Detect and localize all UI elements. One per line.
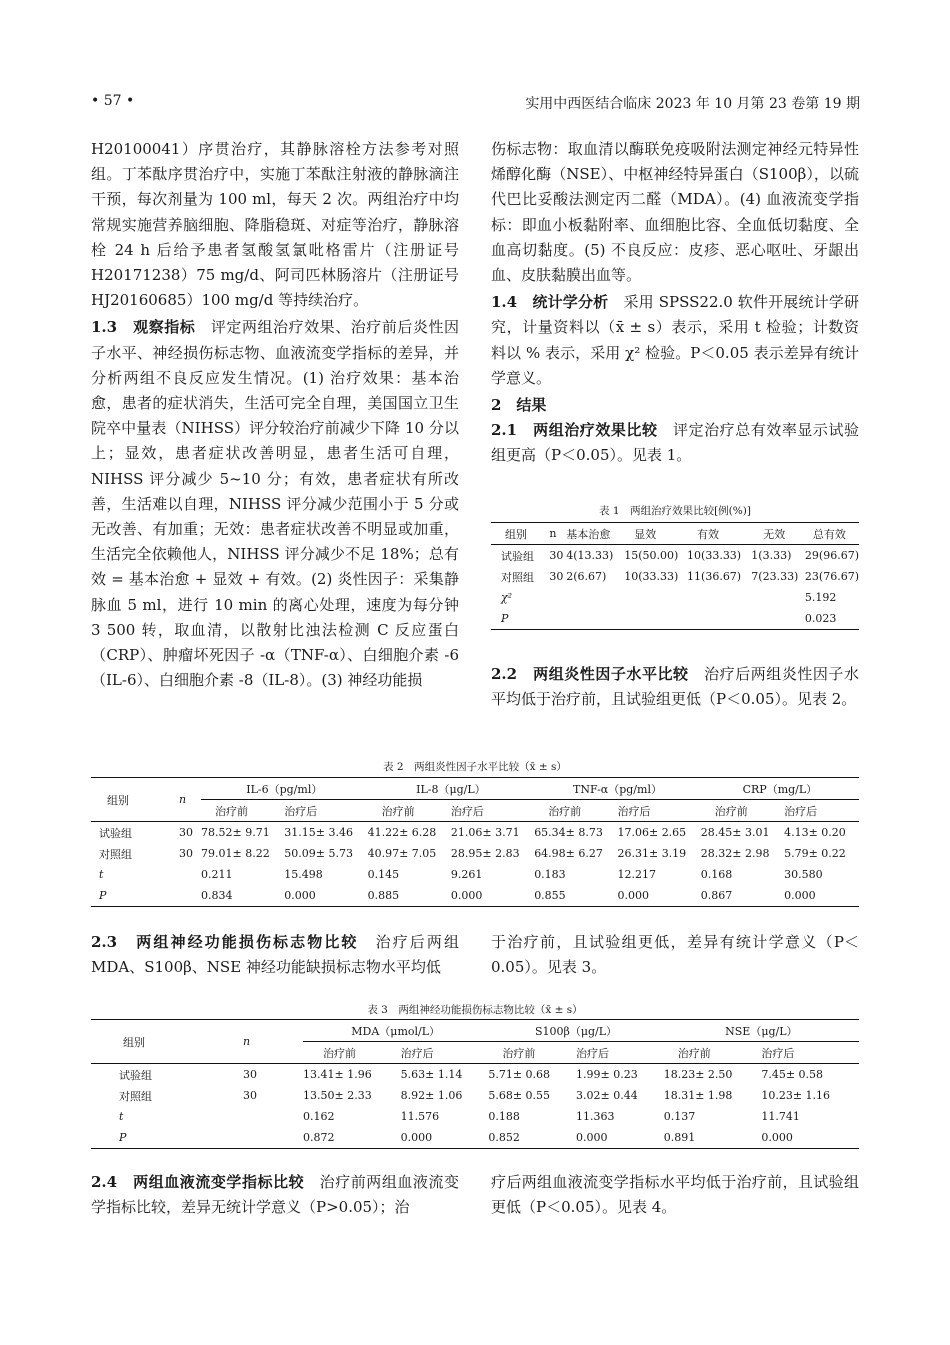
table-cell: 9.261 — [450, 868, 483, 881]
table-cell: 0.183 — [534, 868, 566, 881]
table-cell: 0.000 — [400, 1131, 433, 1144]
table-cell: 64.98± 6.27 — [534, 847, 603, 860]
section-2-3-right — [491, 930, 859, 980]
section-1-4-heading: 1.4 统计学分析 — [491, 293, 609, 312]
table-row — [491, 545, 859, 567]
table-cell: 对照组 — [99, 847, 132, 861]
table-cell: 0.000 — [784, 889, 816, 902]
table-cell: 40.97± 7.05 — [367, 847, 437, 860]
table-3-sub-header: 治疗后 — [761, 1042, 859, 1064]
table-cell: 41.22± 6.28 — [367, 826, 437, 839]
table-cell: 11.741 — [761, 1110, 800, 1123]
table-cell: 0.834 — [201, 889, 233, 902]
table-row — [91, 1127, 859, 1149]
table-cell: χ² — [501, 591, 513, 604]
table-cell: 26.31± 3.19 — [617, 847, 687, 860]
table-1-header: 组别 — [505, 527, 527, 541]
right-paragraph-1: 伤标志物：取血清以酶联免疫吸附法测定神经元特异性烯醇化酶（NSE）、中枢神经特异蛋白（S100β），以硫代巴比妥酸法测定丙二醛（MDA）。(4) 血液流变学指标：即血小板黏附率、血细胞比容、全血低切黏度、全血高切黏度。(5) 不良反应：皮疹、恶心呕吐、牙龈出血、皮肤黏膜出血等。 — [491, 140, 859, 285]
section-2-4-text: 治疗前两组血液流变学指标比较，差异无统计学意义（P>0.05）；治 — [91, 1173, 459, 1217]
table-row — [91, 864, 859, 885]
table-cell: 0.000 — [576, 1131, 608, 1144]
table-1-header: 有效 — [697, 527, 720, 541]
section-2-4-right — [491, 1170, 859, 1220]
table-2-n-header: n — [179, 778, 201, 822]
table-cell: t — [99, 868, 104, 881]
table-cell: 30 — [549, 570, 564, 583]
table-cell: 29(96.67) — [804, 549, 859, 562]
table-3 — [91, 1019, 859, 1149]
table-cell: 0.867 — [700, 889, 733, 902]
table-row — [491, 566, 859, 587]
table-cell: 0.000 — [284, 889, 316, 902]
section-2-3-text-cont: 于治疗前，且试验组更低，差异有统计学意义（P＜0.05）。见表 3。 — [491, 933, 859, 977]
table-cell: 0.023 — [804, 612, 837, 625]
table-cell: 0.872 — [303, 1131, 335, 1144]
section-2-2-heading: 2.2 两组炎性因子水平比较 — [491, 665, 689, 683]
table-cell: 50.09± 5.73 — [284, 847, 353, 860]
table-2-il8-header: IL-8（μg/L） — [416, 782, 486, 796]
table-cell: 0.145 — [367, 868, 400, 881]
table-2-il6-header: IL-6（pg/ml） — [246, 782, 323, 796]
journal-header: 实用中西医结合临床 2023 年 10 月第 23 卷第 19 期 — [525, 96, 860, 112]
table-2-group-header: 组别 — [91, 778, 179, 822]
table-cell: 17.06± 2.65 — [617, 826, 687, 839]
table-row — [491, 608, 859, 630]
section-2-1-heading: 2.1 两组治疗效果比较 — [491, 421, 658, 440]
section-1-4-text: 采用 SPSS22.0 软件开展统计学研究，计量资料以（x̄ ± s）表示，采用 t 检验；计数资料以 % 表示，采用 χ² 检验。P＜0.05 表示差异有统计学意义。 — [491, 293, 859, 387]
table-1-header: 基本治愈 — [566, 527, 611, 541]
table-cell: 0.188 — [488, 1110, 520, 1123]
table-cell: 1.99± 0.23 — [576, 1068, 638, 1081]
table-2-caption: 表 2 两组炎性因子水平比较（x̄ ± s） — [383, 761, 567, 773]
table-cell: 0.891 — [663, 1131, 696, 1144]
table-cell: 7.45± 0.58 — [761, 1068, 824, 1081]
table-1-header: 无效 — [763, 527, 786, 541]
table-cell: 0.168 — [700, 868, 733, 881]
table-row — [91, 1064, 859, 1086]
table-cell: 5.192 — [804, 591, 837, 604]
table-cell: 0.162 — [303, 1110, 335, 1123]
section-2-1-text: 评定治疗总有效率显示试验组更高（P＜0.05）。见表 1。 — [491, 421, 859, 465]
section-2-3-text: 治疗后两组 MDA、S100β、NSE 神经功能缺损标志物水平均低 — [91, 933, 459, 977]
table-2-sub-header: 治疗后 — [617, 800, 700, 822]
table-2-sub-header: 治疗后 — [451, 800, 534, 822]
table-cell: 30 — [179, 826, 193, 839]
table-2-sub-header: 治疗前 — [201, 800, 284, 822]
table-cell: 对照组 — [119, 1089, 152, 1103]
table-3-n-header: n — [243, 1020, 303, 1064]
table-cell: 28.95± 2.83 — [450, 847, 520, 860]
table-cell: 试验组 — [501, 549, 534, 563]
table-row — [491, 587, 859, 608]
table-cell: 2(6.67) — [566, 570, 607, 583]
table-cell: 12.217 — [617, 868, 656, 881]
section-2-3-heading: 2.3 两组神经功能损伤标志物比较 — [91, 933, 359, 951]
section-2-4-heading: 2.4 两组血液流变学指标比较 — [91, 1173, 305, 1191]
table-cell: 30 — [179, 847, 193, 860]
left-column — [91, 137, 459, 693]
section-2-3-left — [91, 930, 459, 980]
left-paragraph-1: H20100041）序贯治疗，其静脉溶栓方法参考对照组。丁苯酞序贯治疗中，实施丁苯酞注射液的静脉滴注干预，每次剂量为 100 ml，每天 2 次。两组治疗中均常规实施营养脑细胞、降脂稳斑、对症等治疗，静脉溶栓 24 h 后给予患者氢酸氢氯吡格雷片（注册证号 H20171238）75 mg/d、阿司匹林肠溶片（注册证号 HJ20160685）100 mg/d 等持续治疗。 — [91, 140, 459, 310]
table-cell: P — [119, 1131, 127, 1144]
left-paragraph-2 — [91, 315, 459, 693]
table-row — [91, 843, 859, 864]
table-3-caption: 表 3 两组神经功能损伤标志物比较（x̄ ± s） — [367, 1004, 583, 1016]
section-1-3-text: 评定两组治疗效果、治疗前后炎性因子水平、神经损伤标志物、血液流变学指标的差异，并分析两组不良反应发生情况。(1) 治疗效果：基本治愈，患者的症状消失，生活可完全自理，美国国立卫生院卒中量表（NIHSS）评分较治疗前减少下降 10 分以上；显效，患者症状改善明显，患者生活可自理，NIHSS 评分减少 5~10 分；有效，患者症状有所改善，生活难以自理，NIHSS 评分减少范围小于 5 分或无改善、有加重；无效：患者症状改善不明显或加重，生活完全依赖他人，NIHSS 评分减少不足 18%；总有效 = 基本治愈 + 显效 + 有效。(2) 炎性因子：采集静脉血 5 ml，进行 10 min 的离心处理，速度为每分钟 3 500 转，取血清，以散射比浊法检测 C 反应蛋白（CRP）、肿瘤坏死因子 -α（TNF-α）、白细胞介素 -6（IL-6）、白细胞介素 -8（IL-8）。(3) 神经功能损 — [91, 318, 459, 690]
table-cell: 4(13.33) — [566, 549, 614, 562]
section-2-2-text: 治疗后两组炎性因子水平均低于治疗前，且试验组更低（P＜0.05）。见表 2。 — [491, 665, 859, 709]
table-cell: 13.41± 1.96 — [303, 1068, 372, 1081]
table-cell: 11.576 — [400, 1110, 440, 1123]
table-cell: 0.852 — [488, 1131, 520, 1144]
section-1-3-heading: 1.3 观察指标 — [91, 318, 196, 337]
table-1-header: 总有效 — [812, 527, 846, 541]
table-cell: 23(76.67) — [804, 570, 859, 583]
table-3-mda-header: MDA（μmol/L） — [351, 1024, 441, 1038]
table-row — [91, 1085, 859, 1106]
table-cell: 0.885 — [367, 889, 400, 902]
table-cell: 11(36.67) — [687, 570, 742, 583]
table-1-caption: 表 1 两组治疗效果比较[例(%)] — [599, 505, 751, 517]
right-paragraph-3 — [491, 418, 859, 468]
table-cell: 0.137 — [663, 1110, 696, 1123]
section-2-2 — [491, 662, 859, 712]
table-3-nse-header: NSE（μg/L） — [725, 1024, 798, 1038]
table-cell: 28.45± 3.01 — [700, 826, 770, 839]
table-cell: 30 — [243, 1068, 257, 1081]
table-cell: P — [501, 612, 509, 625]
table-1 — [491, 522, 859, 630]
table-row — [91, 1106, 859, 1127]
table-cell: 对照组 — [501, 570, 534, 584]
table-cell: 30 — [549, 549, 564, 562]
page-number: • 57 • — [91, 93, 135, 109]
table-cell: 4.13± 0.20 — [784, 826, 846, 839]
table-cell: 11.363 — [576, 1110, 615, 1123]
table-row — [91, 885, 859, 907]
table-row — [91, 822, 859, 844]
table-cell: 7(23.33) — [751, 570, 799, 583]
table-cell: 5.68± 0.55 — [488, 1089, 551, 1102]
table-cell: 10(33.33) — [687, 549, 742, 562]
section-2-heading: 2 结果 — [491, 396, 547, 415]
table-cell: 1(3.33) — [751, 549, 792, 562]
table-2-sub-header: 治疗前 — [368, 800, 451, 822]
table-2-sub-header: 治疗前 — [534, 800, 617, 822]
table-cell: P — [99, 889, 107, 902]
section-2-4-left — [91, 1170, 459, 1220]
table-2-sub-header: 治疗后 — [784, 800, 859, 822]
table-cell: 8.92± 1.06 — [400, 1089, 463, 1102]
table-cell: 13.50± 2.33 — [303, 1089, 372, 1102]
table-cell: 79.01± 8.22 — [201, 847, 270, 860]
table-cell: 0.855 — [534, 889, 566, 902]
section-2-4-text-cont: 疗后两组血液流变学指标水平均低于治疗前，且试验组更低（P＜0.05）。见表 4。 — [491, 1173, 859, 1217]
table-cell: 试验组 — [99, 826, 132, 840]
table-1-header-row — [491, 523, 859, 545]
table-1-header: n — [549, 527, 557, 540]
table-cell: 试验组 — [119, 1068, 152, 1082]
table-cell: 31.15± 3.46 — [284, 826, 353, 839]
table-cell: 15.498 — [284, 868, 323, 881]
right-column — [491, 137, 859, 469]
table-cell: 28.32± 2.98 — [700, 847, 770, 860]
table-cell: 30.580 — [784, 868, 823, 881]
table-cell: 30 — [243, 1089, 257, 1102]
table-cell: 78.52± 9.71 — [201, 826, 270, 839]
table-cell: 5.63± 1.14 — [400, 1068, 463, 1081]
table-cell: 5.71± 0.68 — [488, 1068, 551, 1081]
table-cell: 0.000 — [450, 889, 483, 902]
table-cell: 18.23± 2.50 — [663, 1068, 733, 1081]
table-cell: 0.211 — [201, 868, 233, 881]
table-3-sub-header: 治疗前 — [303, 1042, 401, 1064]
table-3-group-header: 组别 — [91, 1020, 243, 1064]
table-1-header: 显效 — [634, 527, 657, 541]
table-2-sub-header: 治疗后 — [284, 800, 367, 822]
table-2-sub-header: 治疗前 — [701, 800, 784, 822]
table-cell: 10.23± 1.16 — [761, 1089, 831, 1102]
table-cell: 0.000 — [761, 1131, 793, 1144]
table-3-s100-header: S100β（μg/L） — [534, 1024, 618, 1038]
table-cell: 5.79± 0.22 — [784, 847, 846, 860]
table-cell: 21.06± 3.71 — [450, 826, 520, 839]
table-cell: t — [119, 1110, 124, 1123]
table-3-sub-header: 治疗前 — [664, 1042, 762, 1064]
table-cell: 18.31± 1.98 — [663, 1089, 733, 1102]
table-cell: 10(33.33) — [624, 570, 679, 583]
table-3-sub-header: 治疗后 — [576, 1042, 664, 1064]
table-2-tnf-header: TNF-α（pg/ml） — [572, 782, 662, 796]
table-cell: 0.000 — [617, 889, 649, 902]
table-3-sub-header: 治疗后 — [401, 1042, 489, 1064]
table-cell: 65.34± 8.73 — [534, 826, 603, 839]
table-3-sub-header: 治疗前 — [488, 1042, 576, 1064]
table-2 — [91, 777, 859, 907]
table-cell: 3.02± 0.44 — [576, 1089, 638, 1102]
table-2-crp-header: CRP（mg/L） — [742, 782, 818, 796]
right-paragraph-2 — [491, 290, 859, 391]
table-cell: 15(50.00) — [624, 549, 679, 562]
